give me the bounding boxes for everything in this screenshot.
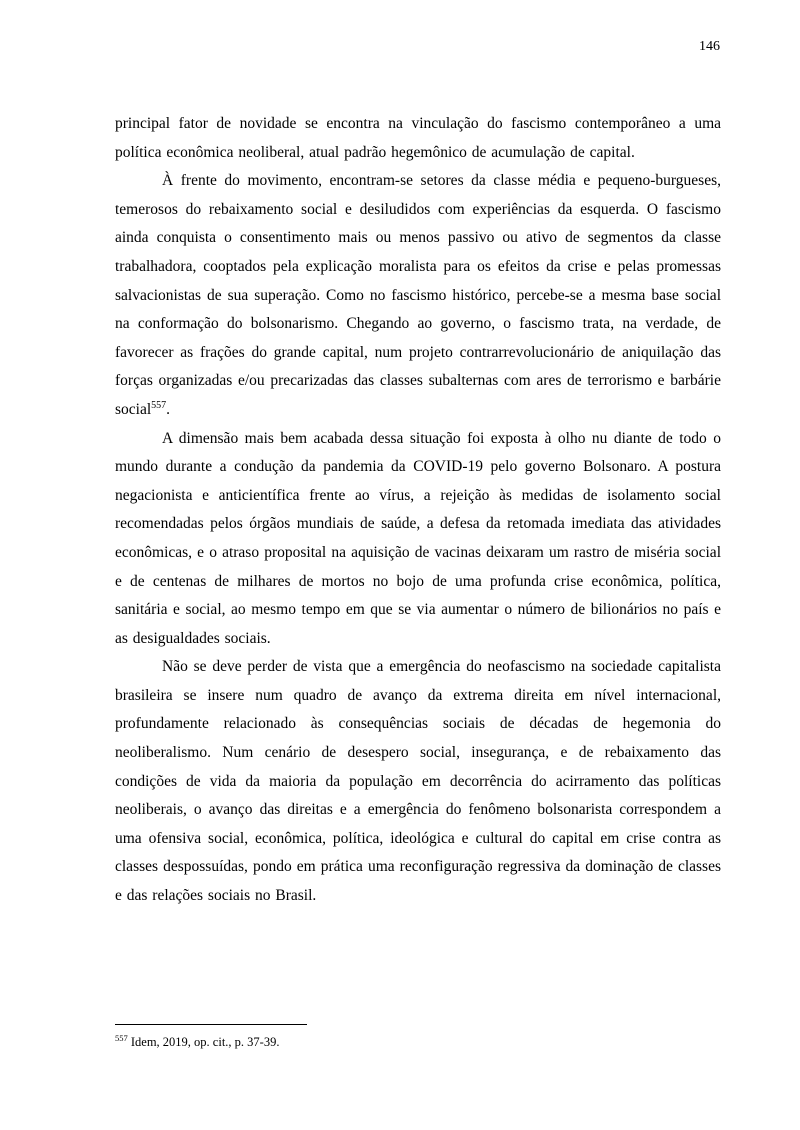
footnote xyxy=(115,1034,721,1050)
paragraph-suffix: . xyxy=(166,400,171,418)
paragraph: A dimensão mais bem acabada dessa situação foi exposta à olho nu diante de todo o mundo durante a condução da pandemia da COVID-19 pelo governo Bolsonaro. A postura negacionista e anticientífica frente ao vírus, a rejeição às medidas de isolamento social recomendadas pelos órgãos mundiais de saúde, a defesa da retomada imediata das atividades econômicas, e o atraso proposital na aquisição de vacinas deixaram um rastro de miséria social e de centenas de milhares de mortos no bojo de uma profunda crise econômica, política, sanitária e social, ao mesmo tempo em que se via aumentar o número de bilionários no país e as desigualdades sociais. xyxy=(115,429,721,647)
paragraph: Não se deve perder de vista que a emergência do neofascismo na sociedade capitalista brasileira se insere num quadro de avanço da extrema direita em nível internacional, profundamente relacionado às consequências sociais de décadas de hegemonia do neoliberalismo. Num cenário de desespero social, insegurança, e de rebaixamento das condições de vida da maioria da população em decorrência do acirramento das políticas neoliberais, o avanço das direitas e a emergência do fenômeno bolsonarista correspondem a uma ofensiva social, econômica, política, ideológica e cultural do capital em crise contra as classes despossuídas, pondo em prática uma reconfiguração regressiva da dominação de classes e das relações sociais no Brasil. xyxy=(115,658,721,905)
footnote-text: Idem, 2019, op. cit., p. 37-39. xyxy=(127,1035,280,1049)
paragraph xyxy=(115,167,721,424)
paragraph-text: À frente do movimento, encontram-se setores da classe média e pequeno-burgueses, temerosos do rebaixamento social e desiludidos com experiências da esquerda. O fascismo ainda conquista o consentimento mais ou menos passivo ou ativo de segmentos da classe trabalhadora, cooptados pela explicação moralista para os efeitos da crise e pelas promessas salvacionistas de sua superação. Como no fascismo histórico, percebe-se a mesma base social na conformação do bolsonarismo. Chegando ao governo, o fascismo trata, na verdade, de favorecer as frações do grande capital, num projeto contrarrevolucionário de aniquilação das forças organizadas e/ou precarizadas das classes subalternas com ares de terrorismo e barbárie social xyxy=(115,172,721,418)
paragraph: principal fator de novidade se encontra na vinculação do fascismo contemporâneo a uma política econômica neoliberal, atual padrão hegemônico de acumulação de capital. xyxy=(115,115,721,161)
footnote-separator-rule xyxy=(115,1024,307,1025)
document-body xyxy=(115,110,721,911)
footnote-marker: 557 xyxy=(115,1032,128,1043)
footnote-reference: 557 xyxy=(151,399,167,411)
footnote-area xyxy=(115,1024,721,1050)
page-number: 146 xyxy=(699,39,720,54)
